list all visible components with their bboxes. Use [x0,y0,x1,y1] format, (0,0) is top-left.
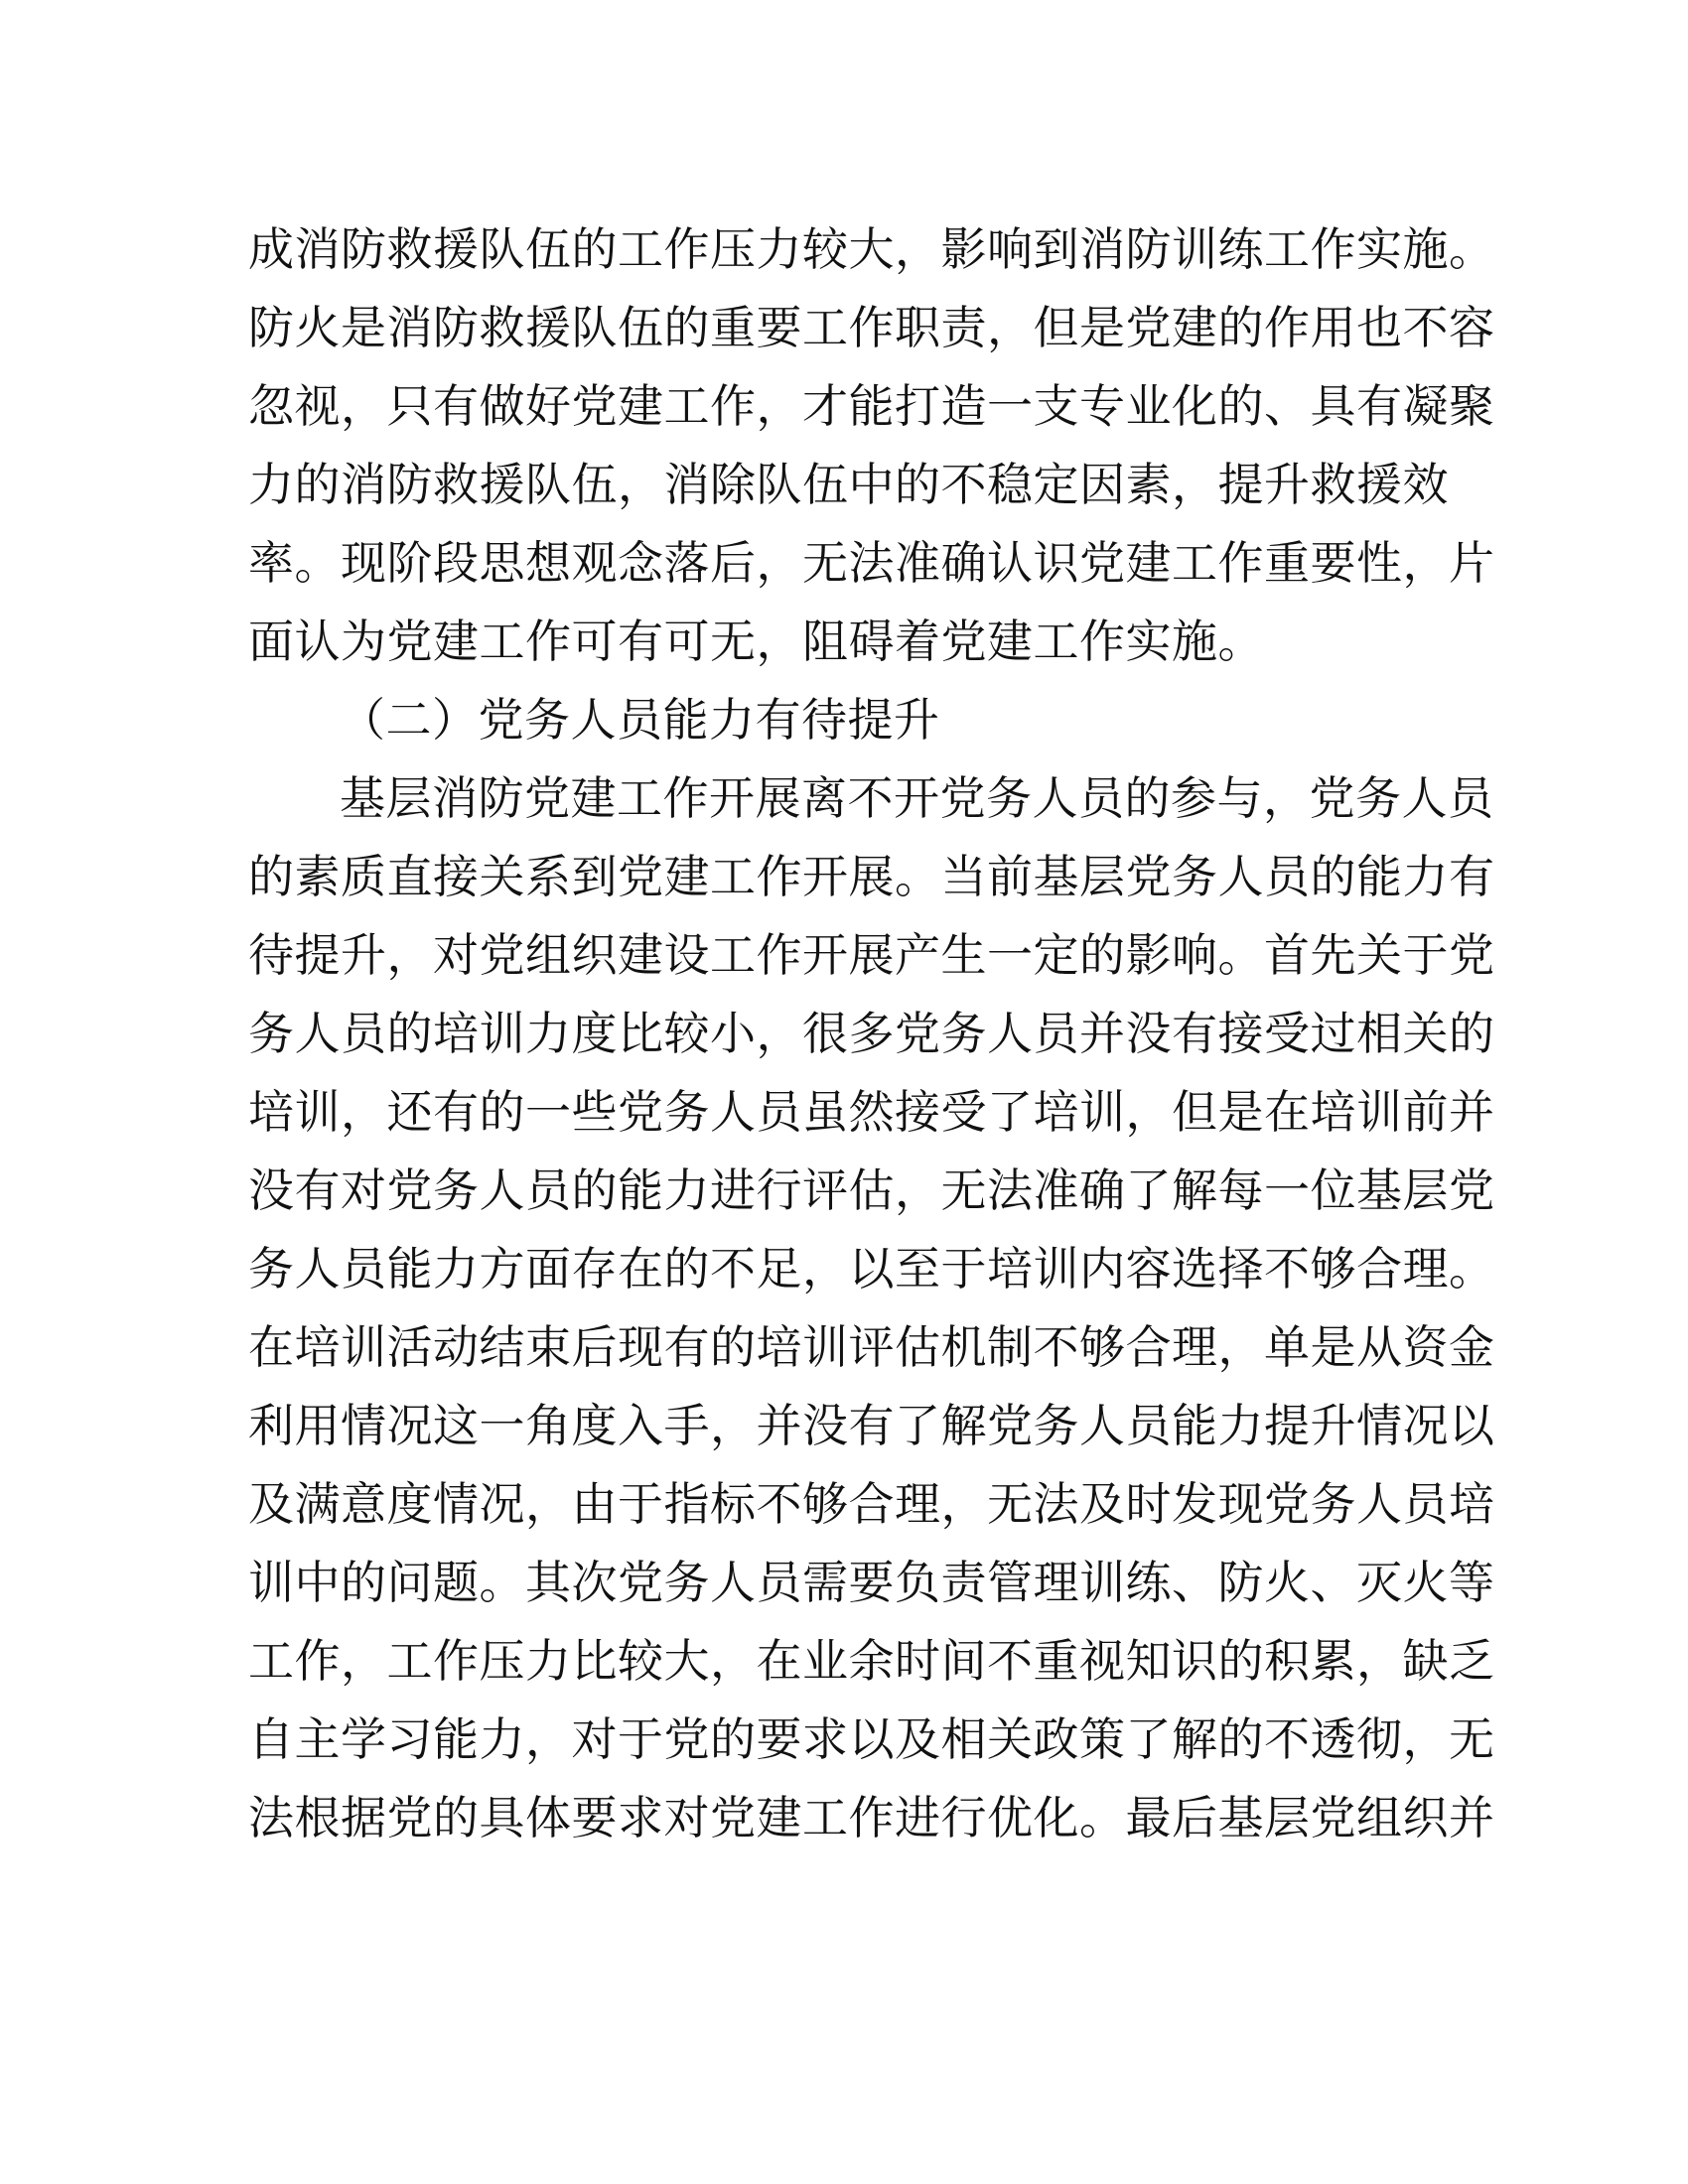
paragraph-line: 培训，还有的一些党务人员虽然接受了培训，但是在培训前并 [248,1085,1495,1139]
paragraph-line: 基层消防党建工作开展离不开党务人员的参与，党务人员 [340,771,1494,825]
paragraph-line: 利用情况这一角度入手，并没有了解党务人员能力提升情况以 [248,1399,1495,1452]
document-body [248,210,1495,1857]
paragraph-line: 在培训活动结束后现有的培训评估机制不够合理，单是从资金 [248,1320,1495,1374]
paragraph-line: 面认为党建工作可有可无，阻碍着党建工作实施。 [248,614,1264,668]
section-heading: （二）党务人员能力有待提升 [340,693,940,747]
paragraph-line: 待提升，对党组织建设工作开展产生一定的影响。首先关于党 [248,928,1495,982]
paragraph-line: 防火是消防救援队伍的重要工作职责，但是党建的作用也不容 [248,301,1495,354]
paragraph-line: 忽视，只有做好党建工作，才能打造一支专业化的、具有凝聚 [248,379,1495,433]
paragraph-line: 自主学习能力，对于党的要求以及相关政策了解的不透彻，无 [248,1712,1495,1766]
paragraph-line: 率。现阶段思想观念落后，无法准确认识党建工作重要性，片 [248,536,1495,590]
paragraph-line: 训中的问题。其次党务人员需要负责管理训练、防火、灭火等 [248,1556,1495,1609]
paragraph-line: 成消防救援队伍的工作压力较大，影响到消防训练工作实施。 [248,222,1495,276]
paragraph-line: 工作，工作压力比较大，在业余时间不重视知识的积累，缺乏 [248,1634,1495,1688]
paragraph-line: 务人员的培训力度比较小，很多党务人员并没有接受过相关的 [248,1007,1495,1060]
paragraph-1 [248,210,1495,681]
paragraph-line: 及满意度情况，由于指标不够合理，无法及时发现党务人员培 [248,1477,1495,1531]
paragraph-line: 的素质直接关系到党建工作开展。当前基层党务人员的能力有 [248,850,1495,903]
paragraph-line: 没有对党务人员的能力进行评估，无法准确了解每一位基层党 [248,1163,1495,1217]
paragraph-line: 法根据党的具体要求对党建工作进行优化。最后基层党组织并 [248,1791,1495,1844]
paragraph-2 [248,759,1495,1857]
paragraph-line: 务人员能力方面存在的不足，以至于培训内容选择不够合理。 [248,1242,1495,1296]
paragraph-line: 力的消防救援队伍，消除队伍中的不稳定因素，提升救援效 [248,458,1449,511]
